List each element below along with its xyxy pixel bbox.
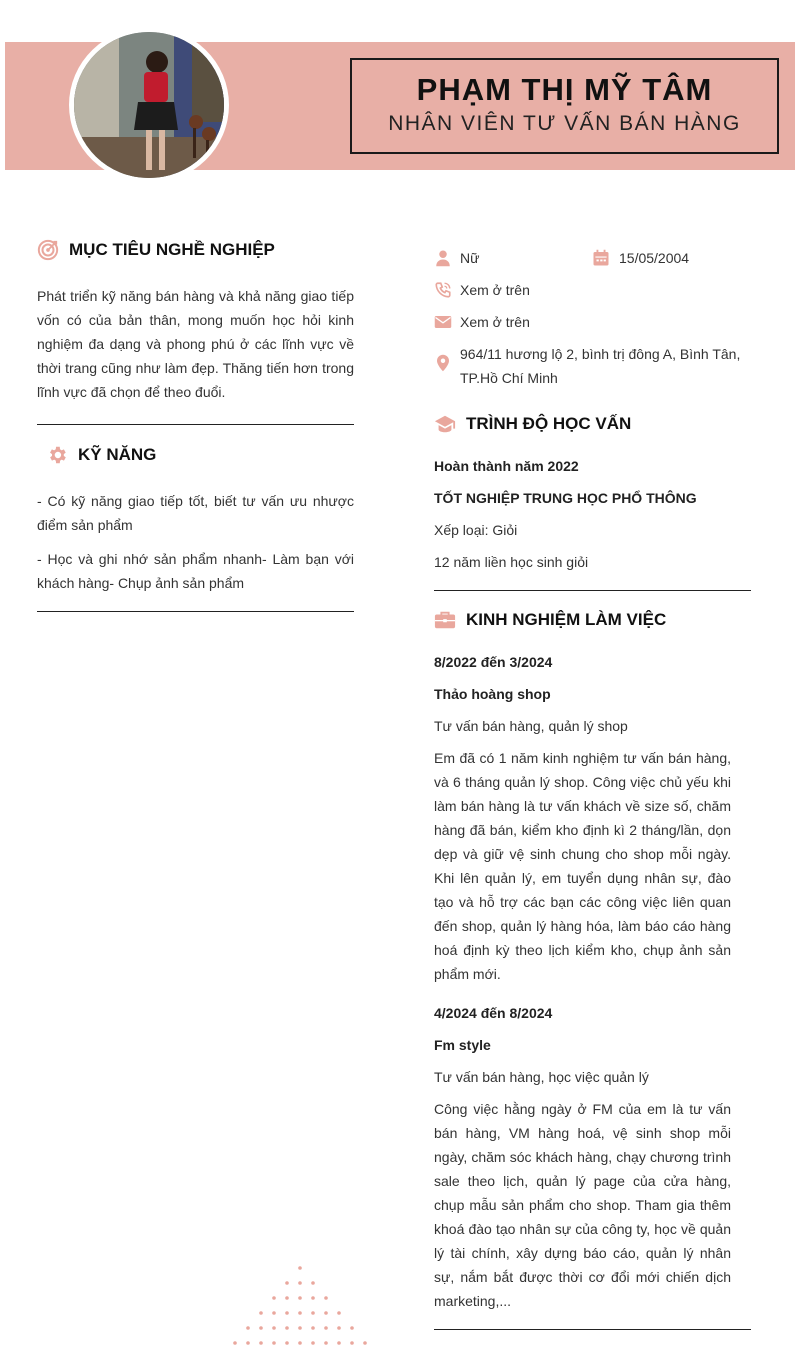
decorative-dot	[298, 1341, 302, 1345]
decorative-dot	[298, 1296, 302, 1300]
decorative-dot	[298, 1281, 302, 1285]
decorative-dot	[350, 1341, 354, 1345]
job-period: 8/2022 đến 3/2024	[434, 654, 553, 670]
decorative-dot	[259, 1326, 263, 1330]
decorative-dot	[272, 1326, 276, 1330]
phone-value: Xem ở trên	[460, 282, 530, 298]
target-icon	[37, 239, 59, 261]
job-role: Tư vấn bán hàng, quản lý shop	[434, 718, 628, 734]
address-value: 964/11 hương lộ 2, bình trị đông A, Bình Tân, TP.Hồ Chí Minh	[460, 346, 741, 386]
decorative-dot	[246, 1326, 250, 1330]
decorative-dot	[285, 1341, 289, 1345]
job-period: 4/2024 đến 8/2024	[434, 1005, 553, 1021]
skill-item: - Học và ghi nhớ sản phẩm nhanh- Làm bạn với khách hàng- Chụp ảnh sản phẩm	[37, 551, 354, 591]
address-field	[434, 342, 751, 390]
education-heading	[434, 410, 751, 438]
avatar	[69, 27, 229, 183]
envelope-icon	[434, 313, 452, 331]
education-period: Hoàn thành năm 2022	[434, 458, 579, 474]
decorative-dot	[233, 1341, 237, 1345]
decorative-dot	[324, 1311, 328, 1315]
gear-icon	[46, 444, 68, 466]
objective-divider	[37, 424, 354, 425]
decorative-dot	[337, 1326, 341, 1330]
name-box	[350, 58, 779, 154]
decorative-dot	[311, 1341, 315, 1345]
job-company: Fm style	[434, 1037, 491, 1053]
right-column	[434, 246, 751, 1330]
objective-heading	[37, 236, 354, 264]
decorative-dot	[337, 1341, 341, 1345]
objective-title: MỤC TIÊU NGHỀ NGHIỆP	[69, 240, 275, 259]
education-grade: Xếp loại: Giỏi	[434, 522, 518, 538]
phone-icon	[434, 281, 452, 299]
decorative-dot	[246, 1341, 250, 1345]
decorative-dot	[285, 1326, 289, 1330]
person-icon	[434, 249, 452, 267]
job-role: Tư vấn bán hàng, học việc quản lý	[434, 1069, 649, 1085]
job-description: Công việc hằng ngày ở FM của em là tư vấn bán hàng, VM hàng hoá, vệ sinh shop mỗi ngày, chăm sóc khách hàng, chạy chương trình sale theo lịch, quản lý page của cửa hàng, chụp mẫu sản phẩm cho shop. Tham gia thêm khoá đào tạo nhân sự của công ty, học về quản lý tài chính, xây dựng báo cáo, quản lý nhân sự, nắm bắt được thời cơ đổi mới chiến dịch marketing,...	[434, 1101, 731, 1309]
graduation-cap-icon	[434, 413, 456, 435]
decorative-dot	[324, 1341, 328, 1345]
decorative-dot	[363, 1341, 367, 1345]
job-company: Thảo hoàng shop	[434, 686, 551, 702]
decorative-dot	[311, 1311, 315, 1315]
decorative-dot	[272, 1311, 276, 1315]
email-value: Xem ở trên	[460, 314, 530, 330]
job-entry	[434, 1001, 751, 1313]
decorative-dot	[311, 1296, 315, 1300]
email-field	[434, 310, 751, 334]
calendar-icon	[592, 249, 610, 267]
education-note: 12 năm liền học sinh giỏi	[434, 554, 589, 570]
skill-item: - Có kỹ năng giao tiếp tốt, biết tư vấn ưu nhược điểm sản phẩm	[37, 493, 354, 533]
birthdate-value: 15/05/2004	[619, 250, 690, 266]
job-entry	[434, 650, 751, 986]
decorative-dot	[311, 1281, 315, 1285]
experience-divider	[434, 1329, 751, 1330]
phone-field	[434, 278, 751, 302]
briefcase-icon	[434, 609, 456, 631]
experience-title: KINH NGHIỆM LÀM VIỆC	[466, 610, 667, 629]
education-divider	[434, 590, 751, 591]
skills-divider	[37, 611, 354, 612]
education-degree: TỐT NGHIỆP TRUNG HỌC PHỔ THÔNG	[434, 490, 697, 506]
decorative-dot	[259, 1341, 263, 1345]
decorative-dot	[350, 1326, 354, 1330]
decorative-dot	[298, 1266, 302, 1270]
decorative-dots	[205, 1262, 395, 1348]
decorative-dot	[272, 1296, 276, 1300]
candidate-name: PHẠM THỊ MỸ TÂM	[416, 72, 713, 107]
gender-value: Nữ	[460, 250, 480, 266]
skills-title: KỸ NĂNG	[78, 445, 157, 464]
decorative-dot	[285, 1281, 289, 1285]
decorative-dot	[324, 1296, 328, 1300]
skills-heading	[37, 441, 354, 469]
decorative-dot	[298, 1311, 302, 1315]
contact-row-1	[434, 246, 751, 270]
gender-field	[434, 246, 592, 270]
decorative-dot	[324, 1326, 328, 1330]
location-pin-icon	[434, 354, 452, 372]
decorative-dot	[298, 1326, 302, 1330]
decorative-dot	[285, 1311, 289, 1315]
experience-heading	[434, 606, 751, 634]
decorative-dot	[311, 1326, 315, 1330]
decorative-dot	[337, 1311, 341, 1315]
candidate-position: NHÂN VIÊN TƯ VẤN BÁN HÀNG	[388, 112, 741, 135]
education-title: TRÌNH ĐỘ HỌC VẤN	[466, 414, 632, 433]
decorative-dot	[285, 1296, 289, 1300]
decorative-dot	[259, 1311, 263, 1315]
birthdate-field	[592, 246, 689, 270]
decorative-dot	[272, 1341, 276, 1345]
objective-text: Phát triển kỹ năng bán hàng và khả năng giao tiếp vốn có của bản thân, mong muốn học hỏi kinh nghiệm đa dạng và phong phú ở các lĩnh vực về thời trang cũng như làm đẹp. Thăng tiến hơn trong lĩnh vực đã chọn để theo đuổi.	[37, 288, 354, 400]
job-description: Em đã có 1 năm kinh nghiệm tư vấn bán hàng, và 6 tháng quản lý shop. Công việc chủ yếu khi làm bán hàng là tư vấn khách về size số, chăm hàng đã bán, kiểm kho định kì 2 tháng/lần, dọn dẹp và giữ vệ sinh chung cho shop mỗi ngày. Khi lên quản lý, em tuyển dụng nhân sự, đào tạo và hỗ trợ các bạn các công việc liên quan đến shop, quản lý hàng hóa, làm báo cáo hàng hoá định kỳ theo lịch kiểm kho, chụp ảnh sản phẩm mới.	[434, 750, 731, 982]
left-column	[37, 236, 354, 612]
